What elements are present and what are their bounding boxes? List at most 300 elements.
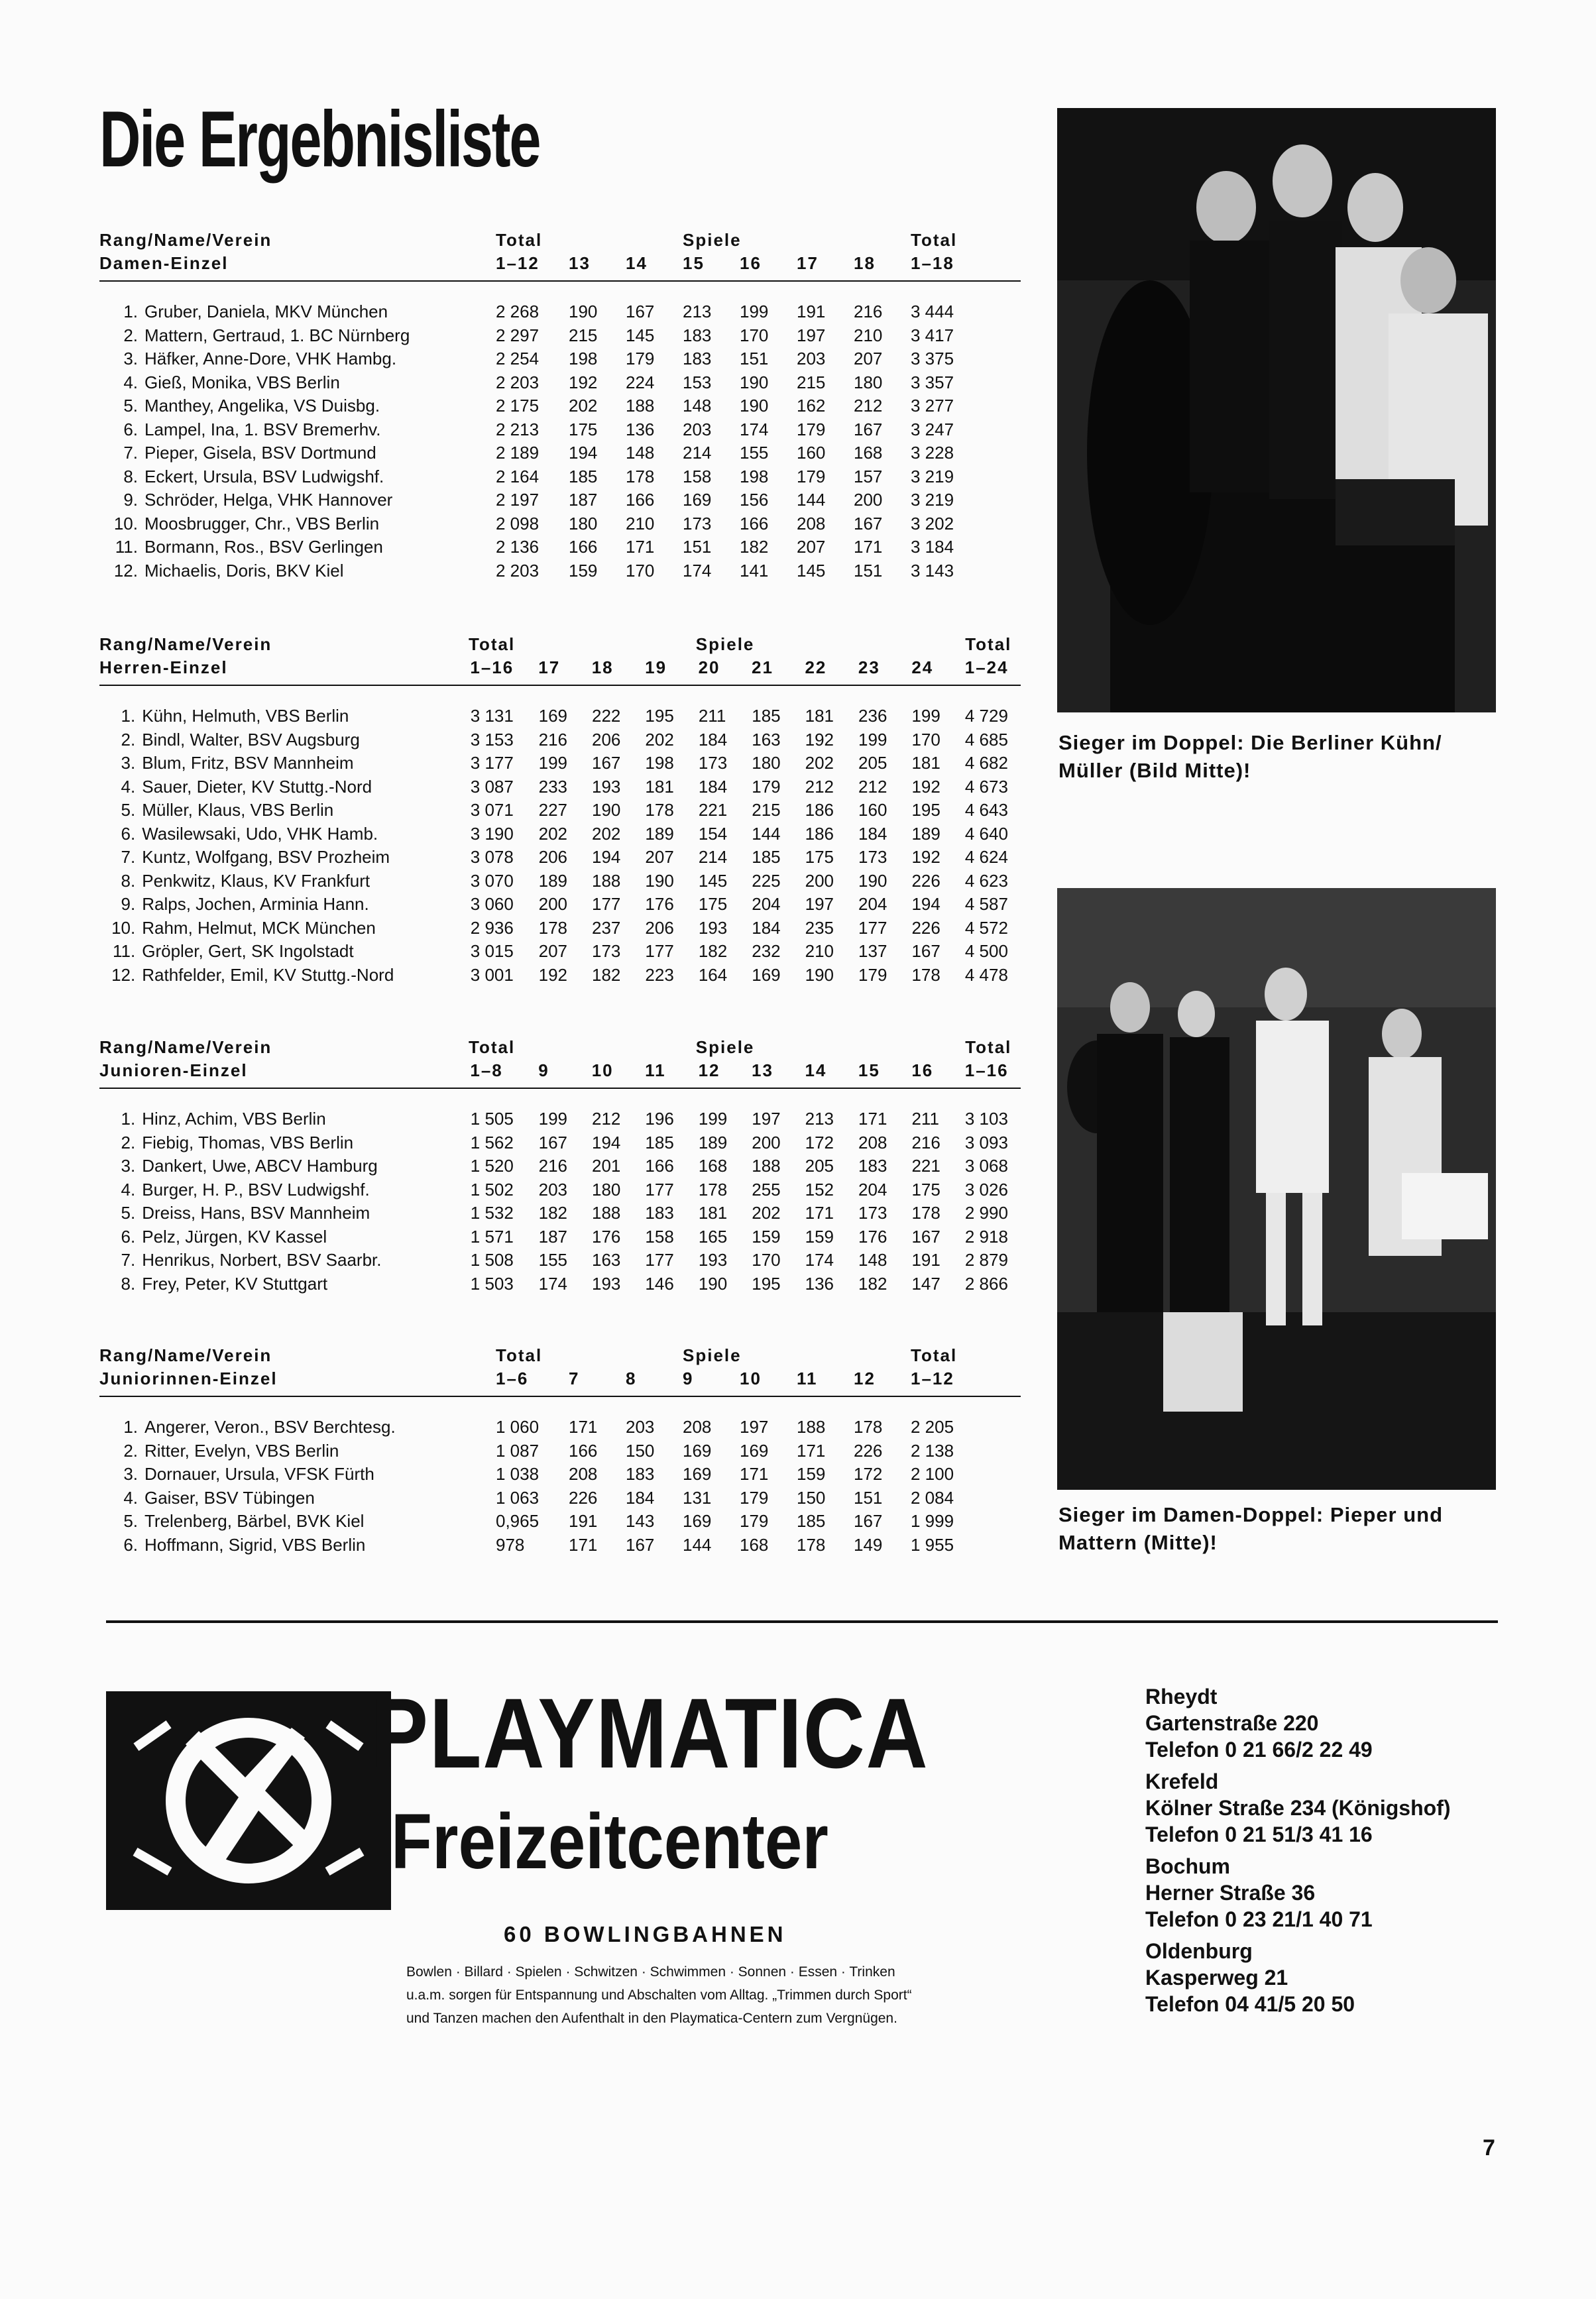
branch-phone: Telefon 0 21 66/2 22 49 xyxy=(1145,1738,1373,1762)
photo-damen-doppel-winners xyxy=(1057,888,1496,1490)
branch-phone: Telefon 04 41/5 20 50 xyxy=(1145,1992,1355,2016)
total-cell: 3 219 xyxy=(911,466,954,486)
name-cell: Rahm, Helmut, MCK München xyxy=(142,917,376,938)
total-cell: 2 990 xyxy=(964,1203,1008,1223)
game-score-cell: 169 xyxy=(752,964,781,985)
name-cell: Ritter, Evelyn, VBS Berlin xyxy=(144,1440,339,1461)
total-cell: 3 375 xyxy=(911,349,954,369)
column-header: 11 xyxy=(645,1060,666,1080)
game-score-cell: 166 xyxy=(569,537,598,557)
photo-doppel-winners xyxy=(1057,108,1496,712)
game-score-cell: 154 xyxy=(698,823,728,844)
game-score-cell: 199 xyxy=(538,1109,567,1129)
name-cell: Schröder, Helga, VHK Hannover xyxy=(144,490,393,510)
name-cell: Fiebig, Thomas, VBS Berlin xyxy=(142,1132,354,1152)
game-score-cell: 183 xyxy=(645,1203,674,1223)
game-score-cell: 173 xyxy=(683,513,712,533)
game-score-cell: 200 xyxy=(854,490,883,510)
total-cell: 4 682 xyxy=(964,753,1008,773)
column-header: 17 xyxy=(797,253,819,273)
photo-doppel-image xyxy=(1057,108,1496,712)
game-score-cell: 180 xyxy=(569,513,598,533)
game-score-cell: 198 xyxy=(740,466,769,486)
table-row xyxy=(99,512,1021,536)
game-score-cell: 191 xyxy=(797,302,826,322)
column-header: 13 xyxy=(569,253,591,273)
game-score-cell: 164 xyxy=(698,964,728,985)
table-header xyxy=(99,1344,1021,1390)
column-header: 18 xyxy=(591,657,614,677)
rank-cell: 4. xyxy=(123,1487,138,1508)
total-cell: 4 500 xyxy=(964,941,1008,962)
game-score-cell: 170 xyxy=(740,325,769,345)
game-score-cell: 202 xyxy=(752,1203,781,1223)
column-header xyxy=(854,229,911,252)
total-cell: 3 103 xyxy=(964,1109,1008,1129)
game-score-cell: 212 xyxy=(592,1109,621,1129)
game-score-cell: 137 xyxy=(858,941,887,962)
game-score-cell: 181 xyxy=(698,1203,728,1223)
total-cell: 3 228 xyxy=(911,443,954,463)
game-score-cell: 207 xyxy=(645,847,674,868)
table-row xyxy=(99,1178,1021,1202)
game-score-cell: 178 xyxy=(538,917,567,938)
subtotal-cell: 2 189 xyxy=(496,443,540,463)
game-score-cell: 176 xyxy=(645,894,674,915)
subtotal-cell: 3 070 xyxy=(470,870,514,891)
game-score-cell: 151 xyxy=(740,349,769,369)
column-header xyxy=(569,1344,626,1367)
results-table-damen xyxy=(99,229,1021,583)
game-score-cell: 136 xyxy=(626,419,655,439)
column-header: 7 xyxy=(569,1369,580,1388)
subtotal-cell: 1 562 xyxy=(470,1132,514,1152)
column-header: 1–12 xyxy=(496,253,540,273)
column-header: 14 xyxy=(626,253,648,273)
column-header xyxy=(912,633,965,656)
subtotal-cell: 2 098 xyxy=(496,513,540,533)
column-header xyxy=(797,229,854,252)
column-header xyxy=(590,1036,643,1059)
game-score-cell: 177 xyxy=(645,1250,674,1270)
rank-cell: 3. xyxy=(123,1464,138,1485)
game-score-cell: 158 xyxy=(683,466,712,486)
game-score-cell: 159 xyxy=(805,1226,834,1247)
game-score-cell: 194 xyxy=(911,894,940,915)
game-score-cell: 170 xyxy=(626,560,655,581)
game-score-cell: 190 xyxy=(698,1273,728,1294)
game-score-cell: 178 xyxy=(797,1534,826,1555)
game-score-cell: 167 xyxy=(626,1534,655,1555)
game-score-cell: 197 xyxy=(805,894,834,915)
subtotal-cell: 2 164 xyxy=(496,466,540,486)
name-cell: Ralps, Jochen, Arminia Hann. xyxy=(142,894,369,915)
game-score-cell: 185 xyxy=(797,1511,826,1532)
results-table-junioren xyxy=(99,1036,1021,1296)
game-score-cell: 223 xyxy=(645,964,674,985)
subtotal-cell: 2 136 xyxy=(496,537,540,557)
branch-street: Kasperweg 21 xyxy=(1145,1966,1288,1990)
table-row xyxy=(99,964,1021,987)
subtotal-cell: 1 060 xyxy=(496,1417,540,1437)
column-header xyxy=(854,1344,911,1367)
game-score-cell: 151 xyxy=(683,537,712,557)
game-score-cell: 182 xyxy=(858,1273,887,1294)
game-score-cell: 155 xyxy=(538,1250,567,1270)
game-score-cell: 167 xyxy=(538,1132,567,1152)
branch-phone: Telefon 0 23 21/1 40 71 xyxy=(1145,1907,1373,1931)
column-header: Spiele xyxy=(683,1345,742,1365)
table-header xyxy=(99,229,1021,275)
rank-cell: 4. xyxy=(121,1179,136,1200)
subtotal-cell: 3 131 xyxy=(470,706,514,726)
rank-cell: 12. xyxy=(113,560,138,581)
name-cell: Penkwitz, Klaus, KV Frankfurt xyxy=(142,870,370,891)
game-score-cell: 160 xyxy=(797,443,826,463)
column-header: Total xyxy=(496,1345,543,1365)
name-cell: Hinz, Achim, VBS Berlin xyxy=(142,1109,326,1129)
game-score-cell: 184 xyxy=(698,776,728,797)
branch-list xyxy=(1145,1683,1451,2017)
game-score-cell: 159 xyxy=(569,560,598,581)
game-score-cell: 148 xyxy=(858,1250,887,1270)
column-header: 1–24 xyxy=(964,657,1009,677)
game-score-cell: 183 xyxy=(683,325,712,345)
game-score-cell: 182 xyxy=(592,964,621,985)
game-score-cell: 199 xyxy=(538,753,567,773)
game-score-cell: 145 xyxy=(698,870,728,891)
column-header: Juniorinnen-Einzel xyxy=(99,1369,278,1388)
rank-cell: 3. xyxy=(121,1156,136,1176)
branch-city: Bochum xyxy=(1145,1854,1230,1878)
game-score-cell: 167 xyxy=(911,1226,940,1247)
game-score-cell: 190 xyxy=(858,870,887,891)
rank-cell: 10. xyxy=(113,513,138,533)
game-score-cell: 156 xyxy=(740,490,769,510)
subtotal-cell: 3 015 xyxy=(470,941,514,962)
column-header: Rang/Name/Verein xyxy=(99,230,272,250)
total-cell: 4 685 xyxy=(964,729,1008,750)
column-header: 1–12 xyxy=(911,1369,954,1388)
column-header: Rang/Name/Verein xyxy=(99,1037,272,1057)
game-score-cell: 150 xyxy=(797,1487,826,1508)
game-score-cell: 144 xyxy=(683,1534,712,1555)
rank-cell: 2. xyxy=(121,729,136,750)
column-header: 19 xyxy=(645,657,667,677)
column-header: 1–18 xyxy=(911,253,954,273)
column-header: 14 xyxy=(805,1060,827,1080)
game-score-cell: 203 xyxy=(538,1179,567,1200)
game-score-cell: 177 xyxy=(645,941,674,962)
column-header: Spiele xyxy=(695,1037,755,1057)
subtotal-cell: 1 063 xyxy=(496,1487,540,1508)
total-cell: 1 999 xyxy=(911,1511,954,1532)
subtotal-cell: 1 505 xyxy=(470,1109,514,1129)
table-row xyxy=(99,324,1021,348)
branch-phone: Telefon 0 21 51/3 41 16 xyxy=(1145,1822,1373,1846)
subtotal-cell: 1 502 xyxy=(470,1179,514,1200)
photo-damen-doppel-image xyxy=(1057,888,1496,1490)
name-cell: Moosbrugger, Chr., VBS Berlin xyxy=(144,513,380,533)
name-cell: Pelz, Jürgen, KV Kassel xyxy=(142,1226,327,1247)
game-score-cell: 215 xyxy=(752,800,781,820)
game-score-cell: 178 xyxy=(911,1203,940,1223)
game-score-cell: 184 xyxy=(626,1487,655,1508)
game-score-cell: 171 xyxy=(569,1417,598,1437)
rank-cell: 12. xyxy=(111,964,136,985)
game-score-cell: 198 xyxy=(645,753,674,773)
game-score-cell: 188 xyxy=(592,870,621,891)
total-cell: 2 866 xyxy=(964,1273,1008,1294)
subtotal-cell: 2 297 xyxy=(496,325,540,345)
name-cell: Dornauer, Ursula, VFSK Fürth xyxy=(144,1464,374,1485)
game-score-cell: 175 xyxy=(911,1179,940,1200)
rank-cell: 9. xyxy=(121,894,136,915)
total-cell: 4 572 xyxy=(964,917,1008,938)
table-row xyxy=(99,1463,1021,1486)
game-score-cell: 163 xyxy=(592,1250,621,1270)
results-table-juniorinnen xyxy=(99,1344,1021,1557)
total-cell: 4 587 xyxy=(964,894,1008,915)
game-score-cell: 177 xyxy=(592,894,621,915)
table-row xyxy=(99,394,1021,418)
column-header xyxy=(626,1344,683,1367)
game-score-cell: 197 xyxy=(752,1109,781,1129)
game-score-cell: 200 xyxy=(752,1132,781,1152)
rank-cell: 2. xyxy=(123,1440,138,1461)
game-score-cell: 178 xyxy=(698,1179,728,1200)
name-cell: Kühn, Helmuth, VBS Berlin xyxy=(142,706,349,726)
table-row xyxy=(99,940,1021,964)
game-score-cell: 136 xyxy=(805,1273,834,1294)
total-cell: 4 673 xyxy=(964,776,1008,797)
column-header: 16 xyxy=(911,1060,934,1080)
game-score-cell: 207 xyxy=(538,941,567,962)
game-score-cell: 147 xyxy=(911,1273,940,1294)
game-score-cell: 141 xyxy=(740,560,769,581)
name-cell: Pieper, Gisela, BSV Dortmund xyxy=(144,443,376,463)
game-score-cell: 203 xyxy=(626,1417,655,1437)
game-score-cell: 224 xyxy=(626,372,655,392)
game-score-cell: 145 xyxy=(626,325,655,345)
game-score-cell: 205 xyxy=(805,1156,834,1176)
total-cell: 4 478 xyxy=(964,964,1008,985)
game-score-cell: 202 xyxy=(645,729,674,750)
header-rule xyxy=(99,685,1021,686)
game-score-cell: 193 xyxy=(592,776,621,797)
subtotal-cell: 2 203 xyxy=(496,560,540,581)
game-score-cell: 167 xyxy=(854,419,883,439)
game-score-cell: 190 xyxy=(805,964,834,985)
table-row xyxy=(99,893,1021,917)
name-cell: Blum, Fritz, BSV Mannheim xyxy=(142,753,354,773)
game-score-cell: 174 xyxy=(538,1273,567,1294)
game-score-cell: 160 xyxy=(858,800,887,820)
total-cell: 2 084 xyxy=(911,1487,954,1508)
table-row xyxy=(99,846,1021,869)
name-cell: Dankert, Uwe, ABCV Hamburg xyxy=(142,1156,378,1176)
subtotal-cell: 2 213 xyxy=(496,419,540,439)
game-score-cell: 187 xyxy=(569,490,598,510)
subtotal-cell: 3 078 xyxy=(470,847,514,868)
game-score-cell: 149 xyxy=(854,1534,883,1555)
game-score-cell: 177 xyxy=(645,1179,674,1200)
total-cell: 2 205 xyxy=(911,1417,954,1437)
game-score-cell: 192 xyxy=(538,964,567,985)
game-score-cell: 175 xyxy=(698,894,728,915)
column-header: 10 xyxy=(740,1369,762,1388)
column-header: 13 xyxy=(752,1060,773,1080)
total-cell: 3 068 xyxy=(964,1156,1008,1176)
table-row xyxy=(99,559,1021,583)
column-header: Spiele xyxy=(683,230,742,250)
name-cell: Mattern, Gertraud, 1. BC Nürnberg xyxy=(144,325,410,345)
name-cell: Henrikus, Norbert, BSV Saarbr. xyxy=(142,1250,382,1270)
table-row xyxy=(99,704,1021,728)
game-score-cell: 176 xyxy=(858,1226,887,1247)
game-score-cell: 194 xyxy=(592,1132,621,1152)
table-row xyxy=(99,1107,1021,1131)
game-score-cell: 169 xyxy=(683,1511,712,1532)
game-score-cell: 179 xyxy=(797,466,826,486)
branch-street: Kölner Straße 234 (Königshof) xyxy=(1145,1796,1451,1820)
table-row xyxy=(99,1272,1021,1296)
game-score-cell: 187 xyxy=(538,1226,567,1247)
column-header: Total xyxy=(911,230,958,250)
rank-cell: 2. xyxy=(121,1132,136,1152)
column-header: Spiele xyxy=(695,634,755,654)
game-score-cell: 204 xyxy=(858,1179,887,1200)
game-score-cell: 212 xyxy=(805,776,834,797)
column-header xyxy=(536,633,589,656)
rank-cell: 7. xyxy=(121,1250,136,1270)
table-row xyxy=(99,1486,1021,1510)
column-header: Rang/Name/Verein xyxy=(99,1345,272,1365)
game-score-cell: 185 xyxy=(752,706,781,726)
column-header xyxy=(536,1036,589,1059)
table-row xyxy=(99,371,1021,395)
total-cell: 3 202 xyxy=(911,513,954,533)
subtotal-cell: 2 936 xyxy=(470,917,514,938)
game-score-cell: 213 xyxy=(683,302,712,322)
game-score-cell: 174 xyxy=(740,419,769,439)
table-row xyxy=(99,752,1021,775)
game-score-cell: 182 xyxy=(740,537,769,557)
table-row xyxy=(99,1249,1021,1272)
column-header xyxy=(643,1036,696,1059)
table-header xyxy=(99,633,1021,679)
game-score-cell: 179 xyxy=(740,1487,769,1508)
subtotal-cell: 1 503 xyxy=(470,1273,514,1294)
game-score-cell: 171 xyxy=(740,1464,769,1485)
game-score-cell: 167 xyxy=(911,941,940,962)
game-score-cell: 202 xyxy=(538,823,567,844)
game-score-cell: 171 xyxy=(626,537,655,557)
name-cell: Burger, H. P., BSV Ludwigshf. xyxy=(142,1179,370,1200)
name-cell: Sauer, Dieter, KV Stuttg.-Nord xyxy=(142,776,372,797)
game-score-cell: 159 xyxy=(752,1226,781,1247)
game-score-cell: 214 xyxy=(683,443,712,463)
name-cell: Bindl, Walter, BSV Augsburg xyxy=(142,729,360,750)
column-header xyxy=(569,229,626,252)
page-title: Die Ergebnisliste xyxy=(99,95,540,184)
game-score-cell: 166 xyxy=(740,513,769,533)
game-score-cell: 179 xyxy=(797,419,826,439)
game-score-cell: 197 xyxy=(740,1417,769,1437)
game-score-cell: 222 xyxy=(592,706,621,726)
game-score-cell: 202 xyxy=(805,753,834,773)
game-score-cell: 210 xyxy=(854,325,883,345)
game-score-cell: 146 xyxy=(645,1273,674,1294)
game-score-cell: 166 xyxy=(645,1156,674,1176)
subtotal-cell: 2 203 xyxy=(496,372,540,392)
game-score-cell: 200 xyxy=(538,894,567,915)
table-row xyxy=(99,1510,1021,1534)
game-score-cell: 166 xyxy=(569,1440,598,1461)
total-cell: 3 247 xyxy=(911,419,954,439)
column-header: 12 xyxy=(698,1060,720,1080)
column-header: 1–8 xyxy=(470,1060,503,1080)
rank-cell: 4. xyxy=(121,776,136,797)
game-score-cell: 167 xyxy=(626,302,655,322)
game-score-cell: 226 xyxy=(911,917,940,938)
game-score-cell: 205 xyxy=(858,753,887,773)
column-header: Total xyxy=(496,230,543,250)
column-header xyxy=(590,633,643,656)
column-header: 8 xyxy=(626,1369,637,1388)
game-score-cell: 199 xyxy=(911,706,940,726)
game-score-cell: 204 xyxy=(858,894,887,915)
game-score-cell: 188 xyxy=(752,1156,781,1176)
column-header: Rang/Name/Verein xyxy=(99,634,272,654)
game-score-cell: 179 xyxy=(858,964,887,985)
game-score-cell: 179 xyxy=(740,1511,769,1532)
game-score-cell: 185 xyxy=(645,1132,674,1152)
ad-description: Bowlen · Billard · Spielen · Schwitzen · Schwimmen · Sonnen · Essen · Trinken u.a.m. sorgen für Entspannung und Abschalten vom Alltag. „Trimmen durch Sport“ und Tanzen machen den Aufenthalt in den Playmatica-Centern zum Vergnügen. xyxy=(406,1964,912,2026)
game-score-cell: 170 xyxy=(752,1250,781,1270)
game-score-cell: 189 xyxy=(698,1132,728,1152)
game-score-cell: 221 xyxy=(911,1156,940,1176)
total-cell: 3 277 xyxy=(911,396,954,416)
table-row xyxy=(99,1154,1021,1178)
table-row xyxy=(99,1225,1021,1249)
game-score-cell: 145 xyxy=(797,560,826,581)
game-score-cell: 200 xyxy=(805,870,834,891)
game-score-cell: 168 xyxy=(854,443,883,463)
game-score-cell: 199 xyxy=(740,302,769,322)
game-score-cell: 188 xyxy=(797,1417,826,1437)
rank-cell: 5. xyxy=(123,396,138,416)
game-score-cell: 193 xyxy=(592,1273,621,1294)
game-score-cell: 189 xyxy=(911,823,940,844)
rank-cell: 5. xyxy=(123,1511,138,1532)
photo-doppel-caption: Sieger im Doppel: Die Berliner Kühn/ Müller (Bild Mitte)! xyxy=(1058,731,1442,782)
column-header xyxy=(912,1036,965,1059)
game-score-cell: 186 xyxy=(805,800,834,820)
game-score-cell: 144 xyxy=(752,823,781,844)
table-row xyxy=(99,1534,1021,1557)
name-cell: Manthey, Angelika, VS Duisbg. xyxy=(144,396,380,416)
game-score-cell: 216 xyxy=(538,1156,567,1176)
rank-cell: 8. xyxy=(121,1273,136,1294)
game-score-cell: 221 xyxy=(698,800,728,820)
game-score-cell: 192 xyxy=(569,372,598,392)
game-score-cell: 171 xyxy=(854,537,883,557)
game-score-cell: 190 xyxy=(569,302,598,322)
game-score-cell: 235 xyxy=(805,917,834,938)
column-header: 9 xyxy=(538,1060,549,1080)
table-header xyxy=(99,1036,1021,1082)
